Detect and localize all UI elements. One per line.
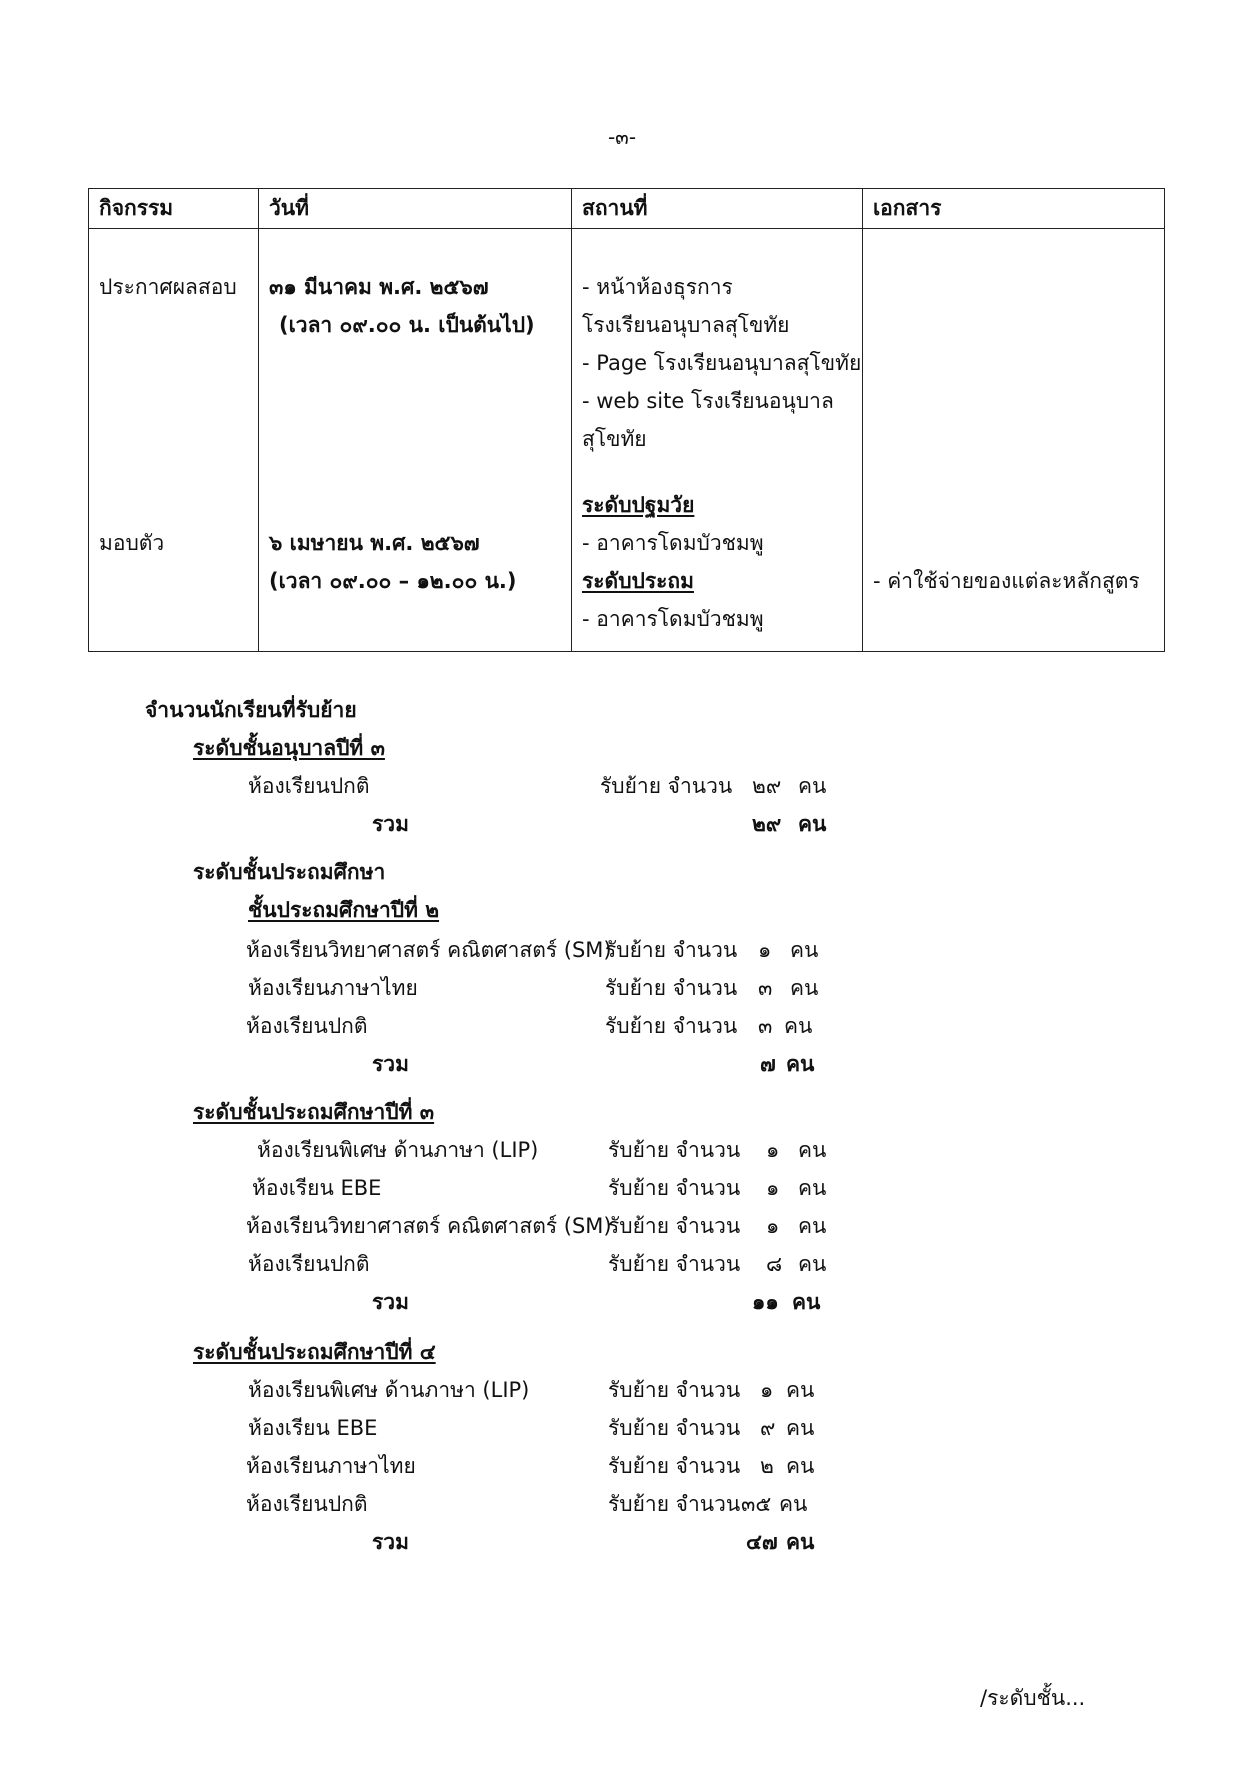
room-name: ห้องเรียนพิเศษ ด้านภาษา (LIP)	[257, 1138, 539, 1162]
room-name: ห้องเรียนภาษาไทย	[248, 976, 418, 1000]
room-count: ๑	[760, 1378, 774, 1402]
announce-place-line: สุโขทัย	[582, 427, 647, 451]
column-divider	[571, 189, 572, 651]
room-name: ห้องเรียน EBE	[248, 1416, 378, 1440]
announce-date: ๓๑ มีนาคม พ.ศ. ๒๕๖๗	[269, 275, 489, 299]
room-count: ๑	[766, 1214, 780, 1238]
room-count: ๓	[758, 1014, 773, 1038]
column-divider	[258, 189, 259, 651]
room-count: ๓	[758, 976, 773, 1000]
header-divider	[89, 228, 1164, 229]
total-label: รวม	[372, 1052, 409, 1076]
accept-label: รับย้าย จำนวน	[608, 1378, 741, 1402]
unit-label: คน	[798, 1252, 827, 1276]
total-label: รวม	[372, 1530, 409, 1554]
accept-label: รับย้าย จำนวน	[608, 1492, 741, 1516]
report-date: ๖ เมษายน พ.ศ. ๒๕๖๗	[269, 531, 480, 555]
footer-continuation: /ระดับชั้น...	[980, 1686, 1086, 1710]
report-level-early: ระดับปฐมวัย	[582, 493, 695, 517]
unit-label: คน	[786, 1052, 815, 1076]
announce-time: (เวลา ๐๙.๐๐ น. เป็นต้นไป)	[279, 313, 535, 337]
accept-label: รับย้าย จำนวน	[608, 1454, 741, 1478]
total-count: ๒๙	[752, 812, 782, 836]
room-count: ๑	[766, 1176, 780, 1200]
primary-heading: ระดับชั้นประถมศึกษา	[193, 860, 386, 884]
announce-place-line: โรงเรียนอนุบาลสุโขทัย	[582, 313, 790, 337]
report-document: - ค่าใช้จ่ายของแต่ละหลักสูตร	[873, 569, 1140, 593]
section-heading: ระดับชั้นประถมศึกษาปีที่ ๔	[193, 1340, 436, 1364]
room-name: ห้องเรียนวิทยาศาสตร์ คณิตศาสตร์ (SM)	[246, 938, 612, 962]
room-name: ห้องเรียน EBE	[252, 1176, 382, 1200]
column-divider	[862, 189, 863, 651]
room-count: ๑	[758, 938, 772, 962]
room-name: ห้องเรียนปกติ	[246, 1014, 368, 1038]
room-name: ห้องเรียนปกติ	[248, 774, 370, 798]
section-heading: ระดับชั้นอนุบาลปีที่ ๓	[193, 736, 385, 760]
room-name: ห้องเรียนพิเศษ ด้านภาษา (LIP)	[248, 1378, 530, 1402]
accept-label: รับย้าย จำนวน	[600, 774, 733, 798]
announce-place-line: - web site โรงเรียนอนุบาล	[582, 389, 834, 413]
accept-label: รับย้าย จำนวน	[608, 1252, 741, 1276]
activity-report: มอบตัว	[99, 531, 165, 555]
unit-label: คน	[786, 1416, 815, 1440]
accept-label: รับย้าย จำนวน	[608, 1176, 741, 1200]
accept-label: รับย้าย จำนวน	[608, 1138, 741, 1162]
unit-label: คน	[784, 1014, 813, 1038]
unit-label: คน	[790, 976, 819, 1000]
unit-label: คน	[798, 774, 827, 798]
unit-label: คน	[792, 1290, 821, 1314]
unit-label: คน	[790, 938, 819, 962]
accept-label: รับย้าย จำนวน	[608, 1214, 741, 1238]
intake-title: จำนวนนักเรียนที่รับย้าย	[145, 698, 357, 722]
schedule-table	[88, 188, 1165, 652]
accept-label: รับย้าย จำนวน	[605, 1014, 738, 1038]
room-count: ๒	[760, 1454, 774, 1478]
unit-label: คน	[779, 1492, 808, 1516]
header-document: เอกสาร	[873, 196, 942, 220]
report-place-primary: - อาคารโดมบัวชมพู	[582, 607, 764, 631]
accept-label: รับย้าย จำนวน	[605, 938, 738, 962]
unit-label: คน	[786, 1454, 815, 1478]
unit-label: คน	[786, 1530, 815, 1554]
announce-place-line: - หน้าห้องธุรการ	[582, 275, 733, 299]
unit-label: คน	[798, 1214, 827, 1238]
accept-label: รับย้าย จำนวน	[605, 976, 738, 1000]
room-count: ๘	[766, 1252, 783, 1276]
report-place-early: - อาคารโดมบัวชมพู	[582, 531, 764, 555]
room-count: ๒๙	[752, 774, 782, 798]
unit-label: คน	[786, 1378, 815, 1402]
room-count: ๙	[760, 1416, 776, 1440]
total-count: ๑๑	[752, 1290, 779, 1314]
section-heading: ชั้นประถมศึกษาปีที่ ๒	[248, 898, 440, 922]
total-label: รวม	[372, 812, 409, 836]
section-heading: ระดับชั้นประถมศึกษาปีที่ ๓	[193, 1100, 435, 1124]
room-name: ห้องเรียนปกติ	[246, 1492, 368, 1516]
room-name: ห้องเรียนปกติ	[248, 1252, 370, 1276]
room-name: ห้องเรียนวิทยาศาสตร์ คณิตศาสตร์ (SM)	[246, 1214, 612, 1238]
unit-label: คน	[798, 812, 827, 836]
accept-label: รับย้าย จำนวน	[608, 1416, 741, 1440]
header-date: วันที่	[269, 196, 309, 220]
report-level-primary: ระดับประถม	[582, 569, 694, 593]
unit-label: คน	[798, 1138, 827, 1162]
total-count: ๗	[760, 1052, 776, 1076]
total-count: ๔๗	[746, 1530, 778, 1554]
activity-announce: ประกาศผลสอบ	[99, 275, 237, 299]
header-activity: กิจกรรม	[99, 196, 174, 220]
page-number: -๓-	[607, 125, 637, 149]
header-place: สถานที่	[582, 196, 648, 220]
room-count: ๑	[766, 1138, 780, 1162]
announce-place-line: - Page โรงเรียนอนุบาลสุโขทัย	[582, 351, 862, 375]
unit-label: คน	[798, 1176, 827, 1200]
report-time: (เวลา ๐๙.๐๐ – ๑๒.๐๐ น.)	[269, 569, 517, 593]
room-count: ๓๕	[741, 1492, 772, 1516]
room-name: ห้องเรียนภาษาไทย	[246, 1454, 416, 1478]
total-label: รวม	[372, 1290, 409, 1314]
